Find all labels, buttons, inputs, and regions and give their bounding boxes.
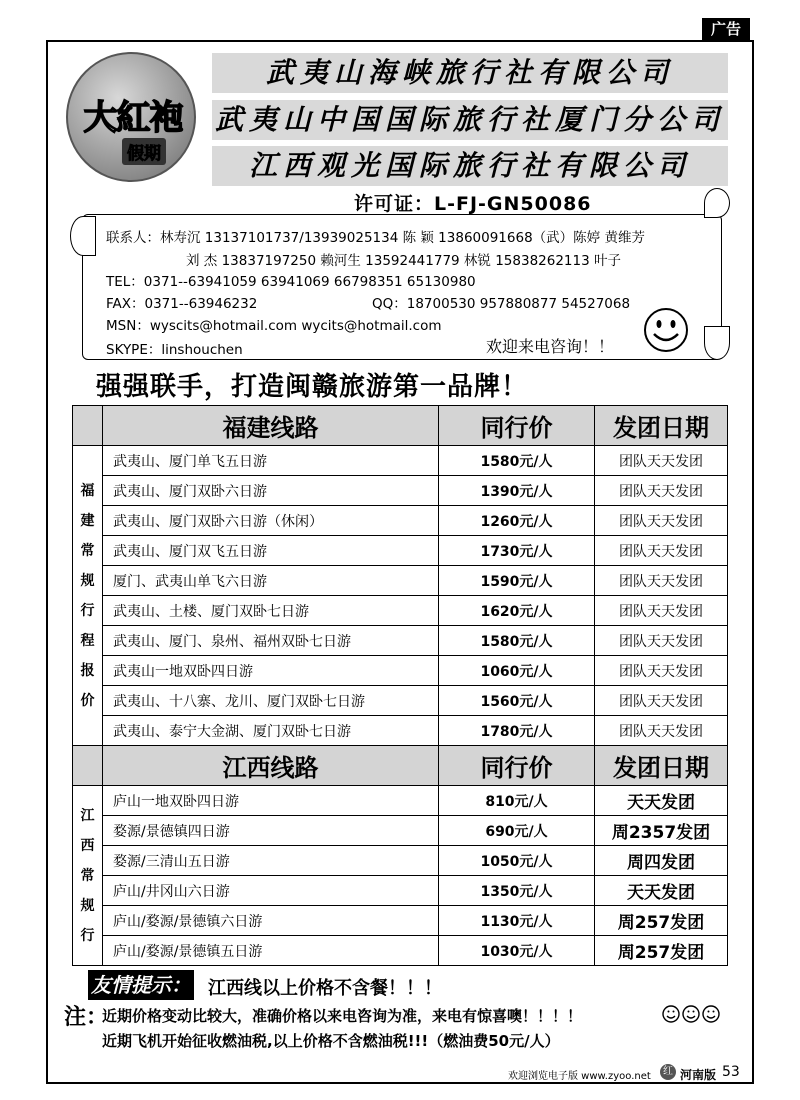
smiley-icon — [642, 306, 690, 354]
contact-skype: SKYPE：linshouchen — [106, 342, 243, 358]
route-date: 团队天天发团 — [595, 476, 728, 506]
route-date: 团队天天发团 — [595, 566, 728, 596]
welcome-text: 欢迎来电咨询！！ — [486, 337, 615, 356]
fujian-header-date: 发团日期 — [595, 406, 728, 446]
route-name: 庐山一地双卧四日游 — [103, 786, 439, 816]
fujian-header-title: 福建线路 — [103, 406, 439, 446]
table-row — [73, 446, 728, 476]
route-name: 武夷山、厦门、泉州、福州双卧七日游 — [103, 626, 439, 656]
route-price: 810元/人 — [439, 786, 595, 816]
ad-tag: 广告 — [702, 18, 750, 40]
route-date: 团队天天发团 — [595, 626, 728, 656]
table-row — [73, 566, 728, 596]
contact-people-1: 联系人：林寿沉 13137101737/13939025134 陈 颖 13860091668（武）陈婷 黄维芳 — [106, 230, 645, 246]
jiangxi-header-blank — [73, 746, 103, 786]
table-row — [73, 476, 728, 506]
route-name: 武夷山、厦门双卧六日游 — [103, 476, 439, 506]
contact-people-2: 刘 杰 13837197250 赖河生 13592441779 林锐 15838262113 叶子 — [186, 253, 621, 269]
route-price: 1580元/人 — [439, 446, 595, 476]
route-price: 1560元/人 — [439, 686, 595, 716]
route-price: 690元/人 — [439, 816, 595, 846]
jiangxi-header-row — [73, 746, 728, 786]
fujian-header-row — [73, 406, 728, 446]
route-name: 武夷山、厦门双卧六日游（休闲） — [103, 506, 439, 536]
table-row — [73, 846, 728, 876]
route-name: 庐山/婺源/景德镇六日游 — [103, 906, 439, 936]
route-name: 婺源/三清山五日游 — [103, 846, 439, 876]
table-row — [73, 906, 728, 936]
page-number: 53 — [722, 1064, 740, 1080]
footer-edition: 河南版 — [680, 1068, 717, 1082]
fujian-routes-table — [72, 405, 728, 746]
route-price: 1620元/人 — [439, 596, 595, 626]
route-date: 周2357发团 — [595, 816, 728, 846]
route-date: 周257发团 — [595, 906, 728, 936]
route-price: 1730元/人 — [439, 536, 595, 566]
company-name-3: 江西观光国际旅行社有限公司 — [212, 146, 728, 186]
route-date: 团队天天发团 — [595, 686, 728, 716]
route-date: 团队天天发团 — [595, 506, 728, 536]
scroll-curl-bottom — [704, 326, 730, 360]
route-name: 武夷山一地双卧四日游 — [103, 656, 439, 686]
table-row — [73, 716, 728, 746]
route-price: 1350元/人 — [439, 876, 595, 906]
route-name: 婺源/景德镇四日游 — [103, 816, 439, 846]
route-date: 团队天天发团 — [595, 596, 728, 626]
jiangxi-routes-table — [72, 745, 728, 966]
license-number: 许可证：L-FJ-GN50086 — [354, 193, 592, 215]
route-date: 团队天天发团 — [595, 536, 728, 566]
table-row — [73, 536, 728, 566]
table-row — [73, 656, 728, 686]
route-price: 1060元/人 — [439, 656, 595, 686]
route-name: 武夷山、十八寨、龙川、厦门双卧七日游 — [103, 686, 439, 716]
route-name: 武夷山、厦门单飞五日游 — [103, 446, 439, 476]
route-date: 天天发团 — [595, 786, 728, 816]
table-row — [73, 686, 728, 716]
table-row — [73, 626, 728, 656]
table-row — [73, 816, 728, 846]
route-date: 周四发团 — [595, 846, 728, 876]
table-row — [73, 786, 728, 816]
table-row — [73, 936, 728, 966]
route-price: 1130元/人 — [439, 906, 595, 936]
smiley-row-icon — [662, 1004, 722, 1024]
slogan: 强强联手，打造闽赣旅游第一品牌！ — [96, 372, 529, 402]
fujian-header-blank — [73, 406, 103, 446]
route-price: 1590元/人 — [439, 566, 595, 596]
jiangxi-header-price: 同行价 — [439, 746, 595, 786]
footer-site: 欢迎浏览电子版 www.zyoo.net — [508, 1071, 651, 1082]
route-price: 1260元/人 — [439, 506, 595, 536]
route-price: 1780元/人 — [439, 716, 595, 746]
company-name-1: 武夷山海峡旅行社有限公司 — [212, 53, 728, 93]
route-date: 团队天天发团 — [595, 446, 728, 476]
jiangxi-side-label: 江 西 常 规 行 — [73, 786, 103, 966]
route-name: 武夷山、土楼、厦门双卧七日游 — [103, 596, 439, 626]
scroll-curl-left — [70, 216, 96, 256]
route-price: 1390元/人 — [439, 476, 595, 506]
route-price: 1580元/人 — [439, 626, 595, 656]
fujian-header-price: 同行价 — [439, 406, 595, 446]
contact-msn: MSN：wyscits@hotmail.com wycits@hotmail.com — [106, 318, 442, 334]
fujian-side-label: 福 建 常 规 行 程 报 价 — [73, 446, 103, 746]
note-line-2: 近期飞机开始征收燃油税,以上价格不含燃油税!!!（燃油费50元/人） — [102, 1032, 560, 1050]
scroll-curl-right — [704, 188, 730, 218]
table-row — [73, 596, 728, 626]
route-name: 庐山/婺源/景德镇五日游 — [103, 936, 439, 966]
contact-fax: FAX：0371--63946232 — [106, 296, 258, 312]
route-price: 1050元/人 — [439, 846, 595, 876]
route-date: 团队天天发团 — [595, 716, 728, 746]
route-name: 武夷山、厦门双飞五日游 — [103, 536, 439, 566]
footer-badge-icon: 红 — [660, 1064, 676, 1080]
route-date: 周257发团 — [595, 936, 728, 966]
jiangxi-header-date: 发团日期 — [595, 746, 728, 786]
route-price: 1030元/人 — [439, 936, 595, 966]
note-label: 注： — [64, 1005, 109, 1030]
tip-label: 友情提示： — [88, 970, 194, 1000]
brand-logo — [66, 52, 196, 182]
note-line-1: 近期价格变动比较大，准确价格以来电咨询为准，来电有惊喜噢！！！！ — [102, 1007, 583, 1025]
company-name-2: 武夷山中国国际旅行社厦门分公司 — [212, 100, 728, 140]
table-row — [73, 506, 728, 536]
contact-qq: QQ：18700530 957880877 54527068 — [372, 296, 631, 312]
route-date: 团队天天发团 — [595, 656, 728, 686]
route-name: 庐山/井冈山六日游 — [103, 876, 439, 906]
logo-main-text: 大紅袍 — [83, 98, 183, 138]
jiangxi-header-title: 江西线路 — [103, 746, 439, 786]
table-row — [73, 876, 728, 906]
tip-text: 江西线以上价格不含餐！！！ — [208, 978, 442, 999]
route-name: 武夷山、泰宁大金湖、厦门双卧七日游 — [103, 716, 439, 746]
logo-sub-text: 假期 — [122, 138, 166, 165]
route-date: 天天发团 — [595, 876, 728, 906]
contact-tel: TEL：0371--63941059 63941069 66798351 65130980 — [106, 274, 476, 290]
route-name: 厦门、武夷山单飞六日游 — [103, 566, 439, 596]
